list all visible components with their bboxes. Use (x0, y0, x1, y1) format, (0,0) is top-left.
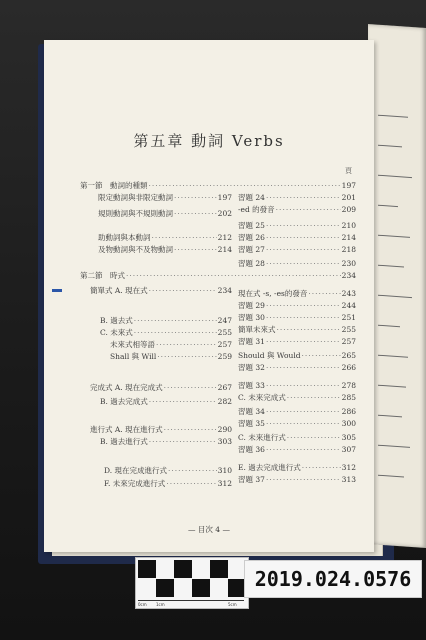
toc-entry-label: 習題 37 (238, 475, 265, 484)
toc-row (80, 270, 356, 282)
toc-row (238, 362, 356, 374)
toc-entry-label: 習題 28 (238, 259, 265, 268)
toc-row (238, 312, 356, 324)
toc-page-number: 307 (341, 445, 356, 454)
leader-dots (164, 383, 217, 392)
leader-dots (266, 259, 341, 268)
toc-page-number: 305 (341, 433, 356, 442)
toc-entry-label: 限定動詞與非限定動詞 (98, 193, 173, 202)
facing-page (368, 24, 426, 548)
leader-dots (266, 301, 341, 310)
page-footer: — 目次 4 — (188, 525, 230, 534)
toc-page-number: 197 (217, 193, 232, 202)
toc-entry-label: 習題 31 (238, 337, 265, 346)
toc-entry-label: 第二節 時式 (80, 271, 125, 280)
leader-dots (308, 289, 340, 298)
leader-dots (287, 393, 341, 402)
toc-entry-label: D. 現在完成進行式 (104, 466, 168, 475)
leader-dots (277, 325, 341, 334)
leader-dots (266, 313, 341, 322)
toc-entry-label: Shall 與 Will (110, 352, 157, 361)
toc-entry-label: 規則動詞與不規則動詞 (98, 209, 173, 218)
leader-dots (157, 352, 216, 361)
toc-row (238, 418, 356, 430)
toc-entry-label: 進行式 A. 現在進行式 (90, 425, 163, 434)
toc-page-number: 201 (341, 193, 356, 202)
toc-row (238, 300, 356, 312)
toc-page-number: 313 (341, 475, 356, 484)
leader-dots (168, 466, 217, 475)
toc-row (100, 327, 232, 339)
leader-dots (126, 271, 341, 280)
toc-page-number: 278 (341, 381, 356, 390)
toc-row (238, 288, 356, 300)
toc-page-number: 290 (217, 425, 232, 434)
toc-page-number: 209 (341, 205, 356, 214)
toc-page-number: 300 (341, 419, 356, 428)
toc-page-number: 218 (341, 245, 356, 254)
leader-dots (156, 340, 217, 349)
toc-row (238, 192, 356, 204)
toc-page-number: 255 (217, 328, 232, 337)
leader-dots (287, 433, 341, 442)
leader-dots (149, 437, 217, 446)
toc-page-number: 286 (341, 407, 356, 416)
leader-dots (166, 479, 216, 488)
toc-entry-label: 習題 25 (238, 221, 265, 230)
leader-dots (266, 221, 341, 230)
leader-dots (276, 205, 341, 214)
toc-row (98, 192, 232, 204)
scale-label-right: 5cm (228, 602, 237, 607)
toc-row (110, 339, 232, 351)
toc-row (238, 324, 356, 336)
leader-dots (266, 475, 341, 484)
toc-row (100, 436, 232, 448)
toc-entry-label: C. 未來進行式 (238, 433, 286, 442)
toc-row (238, 462, 356, 474)
leader-dots (174, 245, 217, 254)
toc-entry-label: 第一節 動詞的種類 (80, 181, 148, 190)
toc-entry-label: 及物動詞與不及物動詞 (98, 245, 173, 254)
toc-row (98, 208, 232, 220)
color-scale-card (135, 557, 249, 609)
leader-dots (266, 233, 341, 242)
leader-dots (134, 328, 217, 337)
chapter-title: 第五章 動詞 Verbs (133, 132, 285, 150)
toc-page-number: 312 (341, 463, 356, 472)
toc-row (238, 258, 356, 270)
toc-page-number: 214 (341, 233, 356, 242)
toc-entry-label: 習題 35 (238, 419, 265, 428)
toc-row (238, 336, 356, 348)
toc-page-number: 212 (217, 233, 232, 242)
toc-row (238, 392, 356, 404)
toc-entry-label: 簡單未來式 (238, 325, 276, 334)
toc-entry-label: Should 與 Would (238, 351, 301, 360)
toc-page-number: 257 (217, 340, 232, 349)
leader-dots (149, 397, 217, 406)
bookmark-tab (52, 289, 62, 292)
accession-number-label: 2019.024.0576 (244, 560, 422, 598)
toc-row (238, 204, 356, 216)
toc-page-number: 255 (341, 325, 356, 334)
toc-row (238, 244, 356, 256)
toc-entry-label: 習題 32 (238, 363, 265, 372)
toc-page-number: 234 (217, 286, 232, 295)
toc-entry-label: 習題 26 (238, 233, 265, 242)
toc-entry-label: 習題 29 (238, 301, 265, 310)
toc-entry-label: -ed 的發音 (238, 205, 275, 214)
toc-entry-label: 助動詞與本動詞 (98, 233, 151, 242)
toc-page-number: 197 (341, 181, 356, 190)
toc-row (90, 285, 232, 297)
toc-page-number: 285 (341, 393, 356, 402)
leader-dots (174, 193, 217, 202)
toc-page-number: 214 (217, 245, 232, 254)
toc-row (90, 382, 232, 394)
toc-entry-label: 完成式 A. 現在完成式 (90, 383, 163, 392)
toc-page-number: 202 (217, 209, 232, 218)
toc-entry-label: C. 未來完成式 (238, 393, 286, 402)
leader-dots (266, 445, 341, 454)
toc-page-number: 251 (341, 313, 356, 322)
toc-entry-label: C. 未來式 (100, 328, 133, 337)
leader-dots (266, 407, 341, 416)
toc-row (238, 406, 356, 418)
toc-page-number: 210 (341, 221, 356, 230)
toc-entry-label: F. 未來完成進行式 (104, 479, 166, 488)
toc-page-number: 243 (341, 289, 356, 298)
leader-dots (149, 181, 341, 190)
toc-page-number: 303 (217, 437, 232, 446)
scale-label-left: 0cm (138, 602, 147, 607)
toc-page-number: 257 (341, 337, 356, 346)
toc-entry-label: 習題 34 (238, 407, 265, 416)
toc-row (238, 350, 356, 362)
toc-page-number: 312 (217, 479, 232, 488)
toc-row (238, 474, 356, 486)
toc-entry-label: B. 過去式 (100, 316, 133, 325)
toc-row (238, 220, 356, 232)
toc-page-number: 234 (341, 271, 356, 280)
leader-dots (149, 286, 217, 295)
toc-row (238, 444, 356, 456)
toc-entry-label: 習題 24 (238, 193, 265, 202)
toc-entry-label: 習題 36 (238, 445, 265, 454)
leader-dots (174, 209, 217, 218)
toc-page-number: 282 (217, 397, 232, 406)
page-column-header: 頁 (345, 167, 352, 175)
leader-dots (134, 316, 217, 325)
toc-row (100, 396, 232, 408)
toc-page-number: 310 (217, 466, 232, 475)
leader-dots (164, 425, 217, 434)
leader-dots (266, 381, 341, 390)
toc-page-number: 265 (341, 351, 356, 360)
toc-row (90, 424, 232, 436)
toc-page-number: 259 (217, 352, 232, 361)
toc-page-number: 267 (217, 383, 232, 392)
leader-dots (152, 233, 217, 242)
toc-entry-label: 現在式 -s, -es的發音 (238, 289, 308, 298)
toc-row (104, 465, 232, 477)
toc-page-number: 247 (217, 316, 232, 325)
toc-row (238, 232, 356, 244)
toc-row (100, 315, 232, 327)
toc-entry-label: 未來式相等語 (110, 340, 155, 349)
leader-dots (302, 351, 341, 360)
toc-row (98, 232, 232, 244)
toc-entry-label: E. 過去完成進行式 (238, 463, 301, 472)
leader-dots (266, 337, 341, 346)
toc-row (110, 351, 232, 363)
toc-row (238, 380, 356, 392)
leader-dots (266, 363, 341, 372)
toc-entry-label: 簡單式 A. 現在式 (90, 286, 148, 295)
toc-entry-label: 習題 30 (238, 313, 265, 322)
toc-page-number: 266 (341, 363, 356, 372)
toc-row (238, 432, 356, 444)
toc-entry-label: B. 過去進行式 (100, 437, 148, 446)
leader-dots (302, 463, 341, 472)
toc-row (104, 478, 232, 490)
toc-row (98, 244, 232, 256)
toc-entry-label: 習題 33 (238, 381, 265, 390)
toc-row (80, 180, 356, 192)
toc-entry-label: B. 過去完成式 (100, 397, 148, 406)
toc-page-number: 244 (341, 301, 356, 310)
leader-dots (266, 419, 341, 428)
leader-dots (266, 245, 341, 254)
leader-dots (266, 193, 341, 202)
toc-entry-label: 習題 27 (238, 245, 265, 254)
toc-page-number: 230 (341, 259, 356, 268)
scale-label-mid: 1cm (156, 602, 165, 607)
